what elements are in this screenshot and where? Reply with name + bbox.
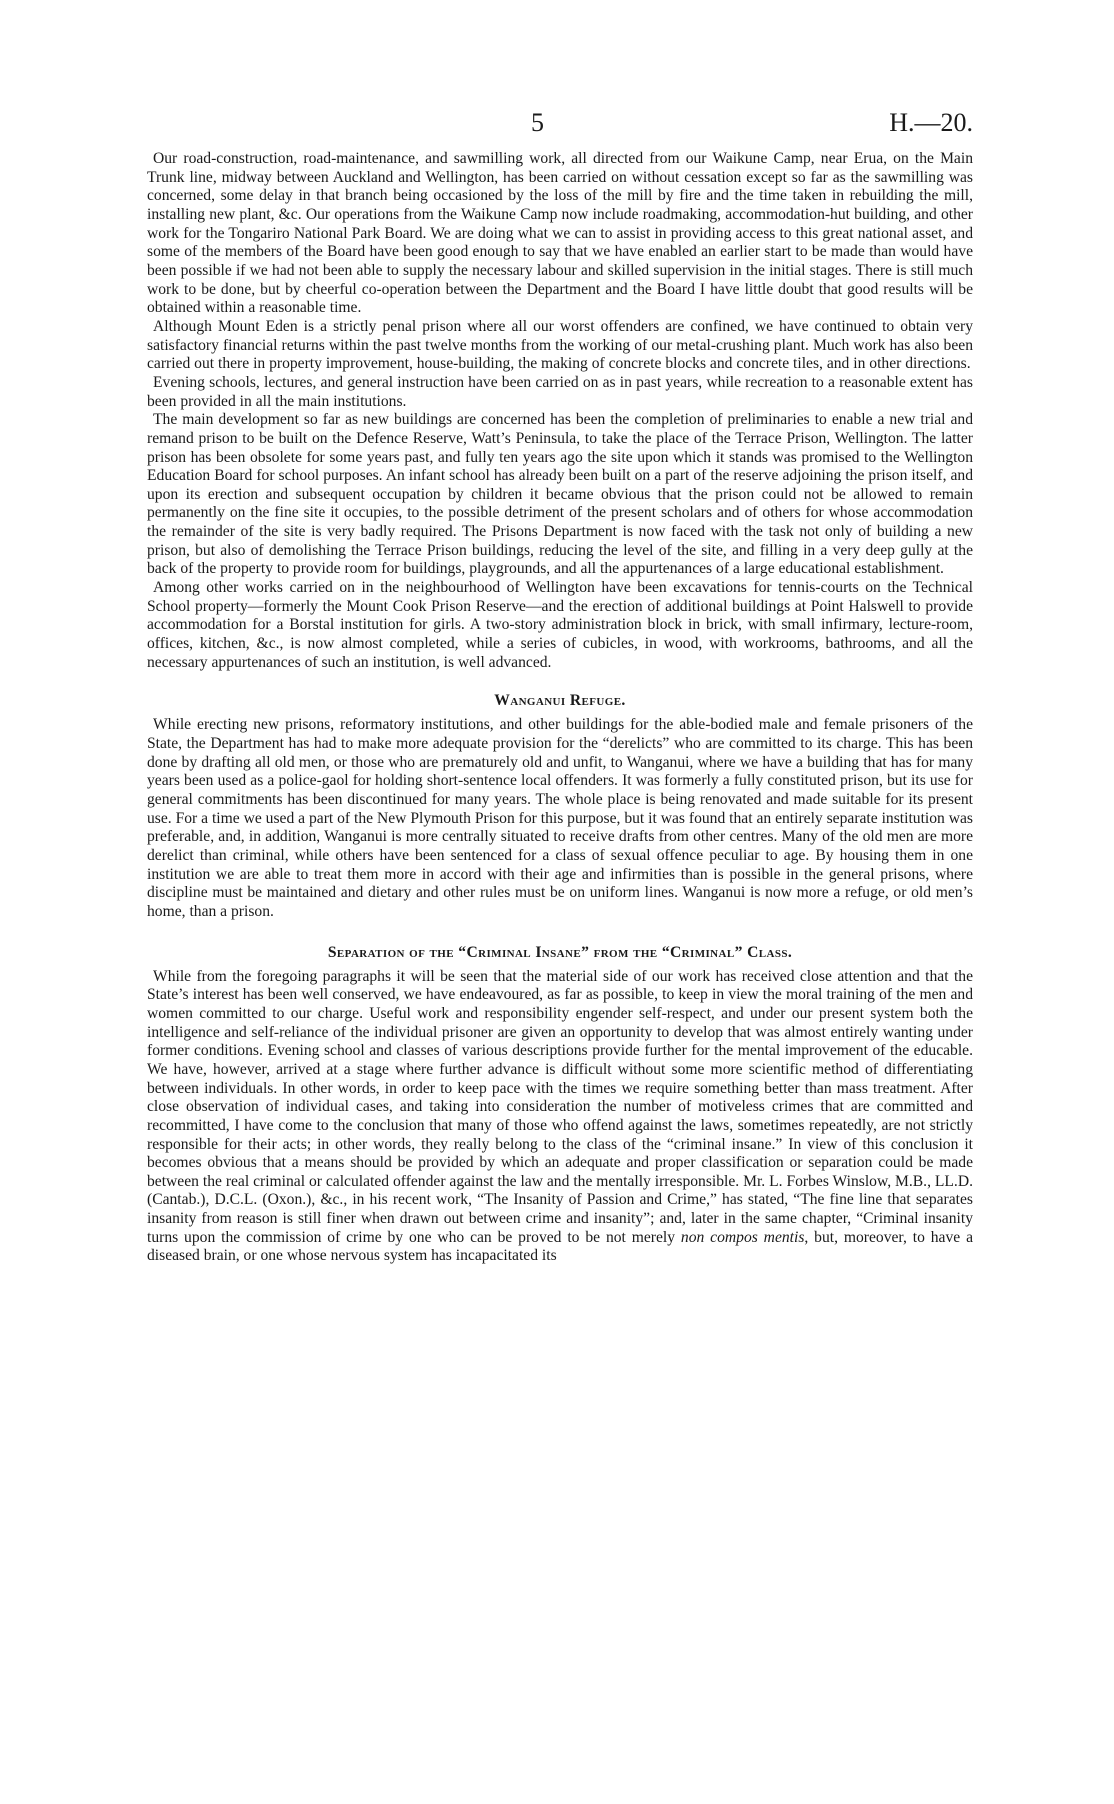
section-separation [147, 944, 973, 1267]
section-heading-separation: Separation of the “Criminal Insane” from the “Criminal” Class. [327, 943, 793, 961]
paragraph-road-construction: Our road-construction, road-maintenance, and sawmilling work, all directed from our Waikune Camp, near Erua, on the Main Trunk line, midway between Auckland and Wellington, has been carried on without cessation except so far as the sawmilling was concerned, some delay in that branch being occasioned by the loss of the mill by fire and the time taken in rebuilding the mill, installing new plant, &c. Our operations from the Waikune Camp now include roadmaking, accommodation-hut building, and other work for the Tongariro National Park Board. We are doing what we can to assist in providing access to this great national asset, and some of the members of the Board have been good enough to say that we have enabled an earlier start to be made than would have been possible if we had not been able to supply the necessary labour and skilled supervision in the initial stages. There is still much work to be done, but by cheerful co-operation between the Department and the Board I have little doubt that good results will be obtained within a reasonable time. [147, 150, 973, 317]
paragraph-separation [147, 968, 973, 1267]
section-wanganui-refuge [147, 692, 973, 921]
latin-phrase: non compos mentis [680, 1228, 805, 1246]
paragraph-mount-eden: Although Mount Eden is a strictly penal prison where all our worst offenders are confined, we have continued to obtain very satisfactory financial returns within the past twelve months from the working of our metal-crushing plant. Much work has also been carried out there in property improvement, house-building, the making of concrete blocks and concrete tiles, and in other directions. [147, 317, 973, 373]
paragraph-wanganui: While erecting new prisons, reformatory institutions, and other buildings for the able-bodied male and female prisoners of the State, the Department has had to make more adequate provision for the “derelicts” who are committed to its charge. This has been done by drafting all old men, or those who are prematurely old and unfit, to Wanganui, where we have a building that has for many years been used as a police-gaol for holding short-sentence local offenders. It was formerly a fully constituted prison, but its use for general commitments has been discontinued for many years. The whole place is being renovated and made suitable for its present use. For a time we used a part of the New Plymouth Prison for this purpose, but it was found that an entirely separate institution was preferable, and, in addition, Wanganui is more centrally situated to receive drafts from other centres. Many of the old men are more derelict than criminal, while others have been sentenced for a class of sexual offence peculiar to age. By housing them in one institution we are able to treat them more in accord with their age and infirmities than is possible in the general prisons, where discipline must be maintained and dietary and other rules must be on uniform lines. Wanganui is now more a refuge, or old men’s home, than a prison. [147, 716, 973, 920]
intro-section [147, 150, 973, 672]
paragraph-evening-schools: Evening schools, lectures, and general instruction have been carried on as in past years, while recreation to a reasonable extent has been provided in all the main institutions. [147, 373, 973, 410]
paragraph-separation-tail: , but, moreover, to have a diseased brain, or one whose nervous system has incapacitated its [147, 1228, 973, 1265]
paper-reference: H.—20. [889, 108, 973, 137]
document-page [147, 108, 973, 1266]
section-heading-wanganui: Wanganui Refuge. [494, 692, 626, 710]
paragraph-wellington-works: Among other works carried on in the neighbourhood of Wellington have been excavations for tennis-courts on the Technical School property—formerly the Mount Cook Prison Reserve—and the erection of additional buildings at Point Halswell to provide accommodation for a Borstal institution for girls. A two-story administration block in brick, with small infirmary, lecture-room, offices, kitchen, &c., is now almost completed, while a series of cubicles, in wood, with workrooms, bathrooms, and all the necessary appurtenances of such an institution, is well advanced. [147, 579, 973, 671]
paragraph-separation-text: While from the foregoing paragraphs it will be seen that the material side of our work has received close attention and that the State’s interest has been well conserved, we have endeavoured, as far as possible, to keep in view the moral training of the men and women committed to our charge. Useful work and responsibility engender self-respect, and under our present system both the intelligence and self-reliance of the individual prisoner are given an opportunity to develop that was almost entirely wanting under former conditions. Evening school and classes of various descriptions provide further for the mental improvement of the educable. We have, however, arrived at a stage where further advance is difficult without some more scientific method of differentiating between individuals. In other words, in order to keep pace with the times we require something better than mass treatment. After close observation of individual cases, and taking into consideration the number of motiveless crimes that are committed and recommitted, I have come to the conclusion that many of those who offend against the laws, sometimes repeatedly, are not strictly responsible for their acts; in other words, they really belong to the class of the “criminal insane.” In view of this conclusion it becomes obvious that a means should be provided by which an adequate and proper classification or separation could be made between the real criminal or calculated offender against the law and the mentally irresponsible. Mr. L. Forbes Winslow, M.B., LL.D. (Cantab.), D.C.L. (Oxon.), &c., in his recent work, “The Insanity of Passion and Crime,” has stated, “The fine line that separates insanity from reason is still finer when drawn out between crime and insanity”; and, later in the same chapter, “Criminal insanity turns upon the commission of crime by one who can be proved to be not merely [147, 967, 973, 1246]
paragraph-new-buildings: The main development so far as new buildings are concerned has been the completion of preliminaries to enable a new trial and remand prison to be built on the Defence Reserve, Watt’s Peninsula, to take the place of the Terrace Prison, Wellington. The latter prison has been obsolete for some years past, and fully ten years ago the site upon which it stands was promised to the Wellington Education Board for school purposes. An infant school has already been built on a part of the reserve adjoining the prison itself, and upon its erection and subsequent occupation by children it became obvious that the prison could not be allowed to remain permanently on the fine site it occupies, to the possible detriment of the present scholars and of others for whose accommodation the remainder of the site is very badly required. The Prisons Department is now faced with the task not only of building a new prison, but also of demolishing the Terrace Prison buildings, reducing the level of the site, and filling in a very deep gully at the back of the property to provide room for buildings, playgrounds, and all the appurtenances of a large educational establishment. [147, 411, 973, 578]
page-header [147, 108, 973, 150]
page-number: 5 [531, 108, 544, 137]
